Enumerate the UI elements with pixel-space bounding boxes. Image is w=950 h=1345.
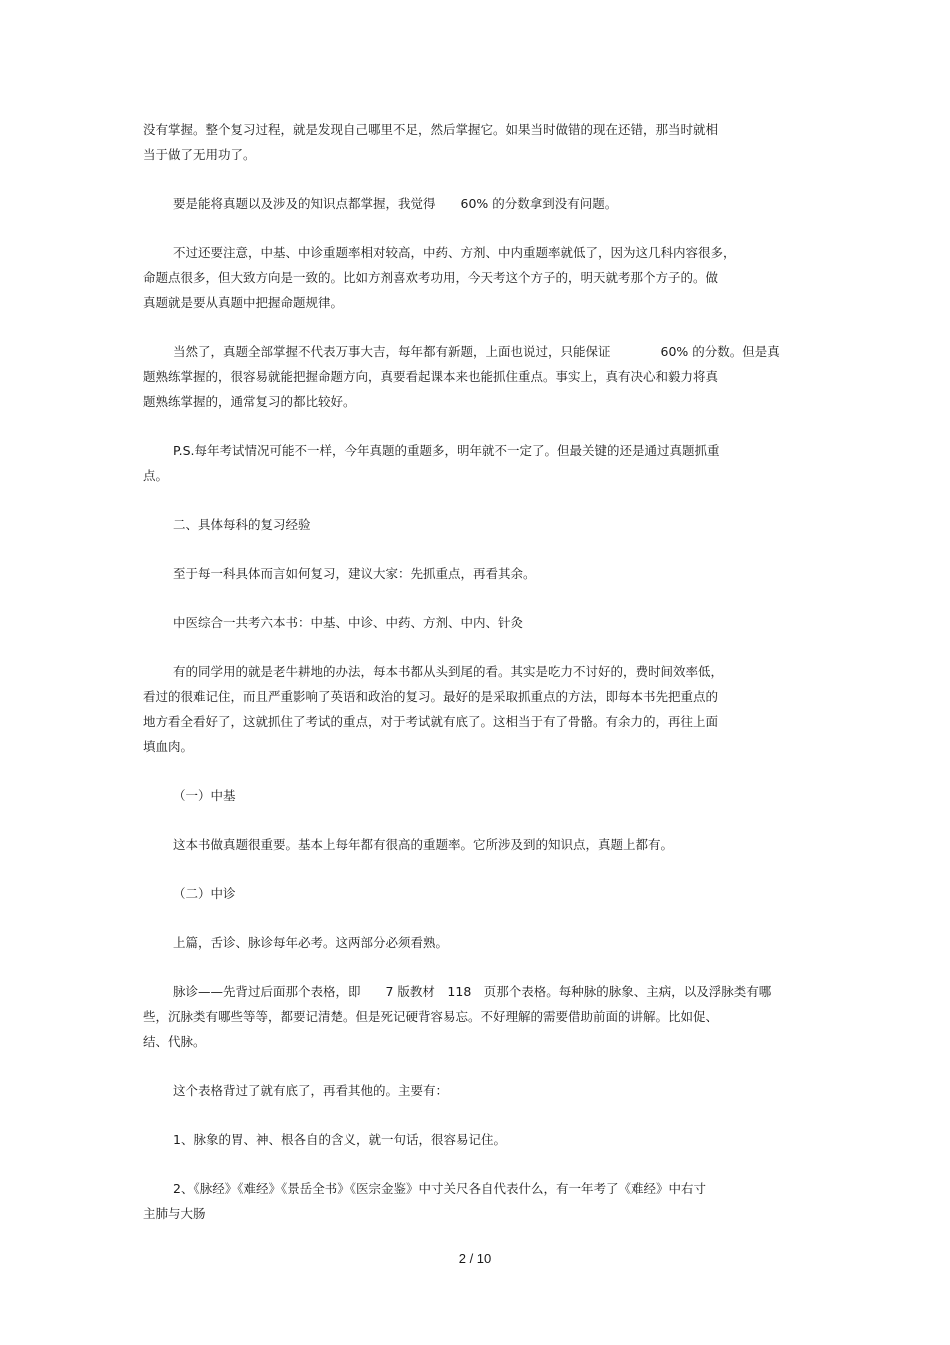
text-line: （二）中诊 <box>173 886 236 901</box>
text-line: 中医综合一共考六本书：中基、中诊、中药、方剂、中内、针灸 <box>173 615 524 630</box>
text-line: 命题点很多，但大致方向是一致的。比如方剂喜欢考功用，今天考这个方子的，明天就考那个方子的。做 <box>143 270 719 285</box>
section-heading <box>143 512 783 537</box>
text-line: 点。 <box>143 468 169 483</box>
paragraph-14 <box>143 979 783 1054</box>
text-line: 结、代脉。 <box>143 1034 206 1049</box>
text-line: 这本书做真题很重要。基本上每年都有很高的重题率。它所涉及到的知识点，真题上都有。 <box>173 837 674 852</box>
text-line: 这个表格背过了就有底了，再看其他的。主要有： <box>173 1083 449 1098</box>
text-line: 1、脉象的胃、神、根各自的含义，就一句话，很容易记住。 <box>173 1132 506 1147</box>
text-line: 不过还要注意，中基、中诊重题率相对较高，中药、方剂、中内重题率就低了，因为这几科内容很多， <box>173 245 736 260</box>
paragraph-16 <box>143 1127 783 1152</box>
document-body <box>143 117 783 1226</box>
paragraph-3 <box>143 240 783 315</box>
page-number: 2 / 10 <box>458 1251 492 1266</box>
subsection-heading <box>143 783 783 808</box>
text-line: 题熟练掌握的，很容易就能把握命题方向，真要看起课本来也能抓住重点。事实上，真有决心和毅力将真 <box>143 369 719 384</box>
subsection-heading <box>143 881 783 906</box>
paragraph-9 <box>143 659 783 759</box>
text-line: （一）中基 <box>173 788 236 803</box>
text-line: 真题就是要从真题中把握命题规律。 <box>143 295 344 310</box>
paragraph-1 <box>143 117 783 167</box>
text-line: 没有掌握。整个复习过程，就是发现自己哪里不足，然后掌握它。如果当时做错的现在还错，那当时就相 <box>143 122 719 137</box>
paragraph-7 <box>143 561 783 586</box>
paragraph-5 <box>143 438 783 488</box>
text-line: P.S.每年考试情况可能不一样，今年真题的重题多，明年就不一定了。但最关键的还是通过真题抓重 <box>173 443 720 458</box>
text-line: 看过的很难记住，而且严重影响了英语和政治的复习。最好的是采取抓重点的方法，即每本书先把重点的 <box>143 689 719 704</box>
text-line: 2、《脉经》《难经》《景岳全书》《医宗金鉴》中寸关尺各自代表什么，有一年考了《难经》中右寸 <box>173 1181 706 1196</box>
text-line: 地方看全看好了，这就抓住了考试的重点，对于考试就有底了。这相当于有了骨骼。有余力的，再往上面 <box>143 714 719 729</box>
paragraph-4 <box>143 339 783 414</box>
text-line: 题熟练掌握的，通常复习的都比较好。 <box>143 394 356 409</box>
paragraph-8 <box>143 610 783 635</box>
paragraph-11 <box>143 832 783 857</box>
paragraph-17 <box>143 1176 783 1226</box>
text-line: 当然了，真题全部掌握不代表万事大吉，每年都有新题，上面也说过，只能保证 60% 的分数。但是真 <box>173 344 780 359</box>
text-line: 二、具体每科的复习经验 <box>173 517 311 532</box>
text-line: 主肺与大肠 <box>143 1206 206 1221</box>
text-line: 要是能将真题以及涉及的知识点都掌握，我觉得 60% 的分数拿到没有问题。 <box>173 196 618 211</box>
paragraph-15 <box>143 1078 783 1103</box>
text-line: 上篇，舌诊、脉诊每年必考。这两部分必须看熟。 <box>173 935 449 950</box>
text-line: 填血肉。 <box>143 739 194 754</box>
text-line: 有的同学用的就是老牛耕地的办法，每本书都从头到尾的看。其实是吃力不讨好的，费时间效率低， <box>173 664 724 679</box>
text-line: 些，沉脉类有哪些等等，都要记清楚。但是死记硬背容易忘。不好理解的需要借助前面的讲解。比如促、 <box>143 1009 719 1024</box>
text-line: 当于做了无用功了。 <box>143 147 256 162</box>
paragraph-13 <box>143 930 783 955</box>
text-line: 脉诊——先背过后面那个表格，即 7 版教材 118 页那个表格。每种脉的脉象、主病，以及浮脉类有哪 <box>173 984 772 999</box>
paragraph-2 <box>143 191 783 216</box>
text-line: 至于每一科具体而言如何复习，建议大家：先抓重点，再看其余。 <box>173 566 536 581</box>
